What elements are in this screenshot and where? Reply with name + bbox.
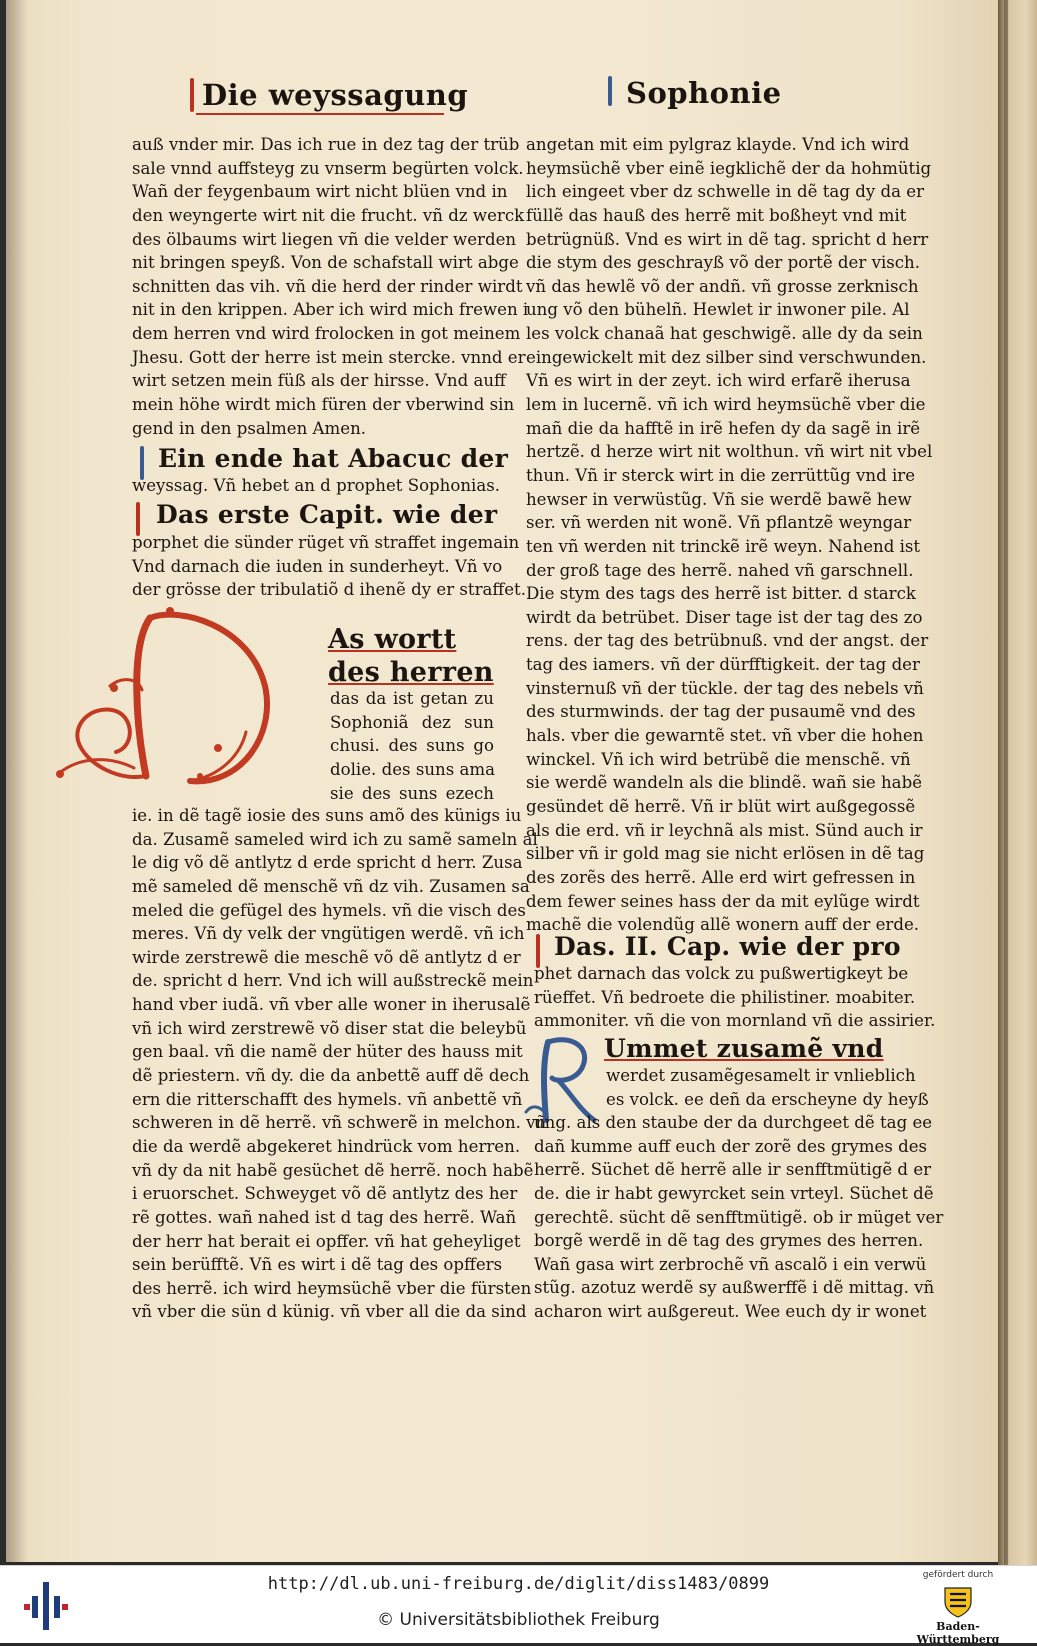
text-line: thun. Vñ ir sterck wirt in die zerrüttũg vnd ire	[526, 465, 916, 485]
text-line: es volck. ee deñ da erscheyne dy heyß	[606, 1089, 929, 1109]
chapter-heading: Das. II. Cap. wie der pro	[554, 932, 901, 961]
left-column-block5	[132, 804, 547, 1324]
text-line: dañ kumme auff euch der zorẽ des grymes des	[534, 1136, 928, 1156]
text-line: nit bringen speyß. Von de schafstall wirt abge	[132, 253, 519, 273]
text-line: silber vñ ir gold mag sie nicht erlösen in dẽ tag	[526, 844, 925, 864]
right-column-block3	[606, 1064, 929, 1111]
text-line: sale vnnd auffsteyg zu vnserm begürten volck.	[132, 158, 524, 178]
rubric-mark-left-head	[190, 78, 194, 112]
permalink-url[interactable]: http://dl.ub.uni-freiburg.de/diglit/diss1483/0899	[267, 1574, 770, 1594]
text-line: das da ist getan zu	[330, 689, 494, 708]
text-line: winckel. Vñ ich wird betrübẽ die menschẽ. vñ	[526, 749, 911, 769]
opening-words: Ummet zusamẽ vnd	[604, 1034, 884, 1063]
left-column-block4	[330, 687, 494, 805]
text-line: nit in den krippen. Aber ich wird mich frewen i	[132, 300, 529, 320]
text-line: ie. in dẽ tagẽ iosie des suns amõ des künigs iu	[132, 806, 522, 825]
text-line: ammoniter. vñ die von mornland vñ die assirier.	[534, 1011, 936, 1031]
text-line: dẽ priestern. vñ dy. die da anbettẽ auff dẽ dech	[132, 1066, 530, 1086]
text-line: dolie. des suns ama	[330, 759, 496, 779]
text-line: werdet zusamẽgesamelt ir vnlieblich	[606, 1066, 916, 1085]
text-line: Vnd darnach die iuden in sunderheyt. Vñ vo	[132, 556, 503, 576]
left-column-block1	[132, 133, 529, 440]
text-line: ung võ den bühelñ. Hewlet ir inwoner pile. Al	[526, 300, 910, 320]
text-line: porphet die sünder rüget vñ straffet ingemain	[132, 533, 520, 552]
left-column-block2	[132, 474, 501, 498]
text-line: Wañ der feygenbaum wirt nicht blüen vnd in	[132, 182, 508, 202]
text-line: rens. der tag des betrübnuß. vnd der angst. der	[526, 631, 929, 651]
text-line: der herr hat berait ei opffer. vñ hat geheyliget	[132, 1231, 521, 1251]
text-line: dem fewer seines hass der da mit eylũge wirdt	[526, 891, 920, 911]
text-line: mein höhe wirdt mich füren der vberwind sin	[132, 395, 515, 415]
right-column-block2	[534, 962, 936, 1033]
text-line: da. Zusamẽ sameled wird ich zu samẽ sameln al	[132, 829, 538, 849]
text-line: den weyngerte wirt nit die frucht. vñ dz werck	[132, 205, 525, 225]
right-column-block4	[534, 1111, 944, 1324]
left-column-block3	[132, 531, 526, 602]
book-page	[6, 0, 998, 1562]
footer-bar	[0, 1565, 1037, 1646]
text-line: als die erd. vñ ir leychnã als mist. Sünd auch ir	[526, 820, 923, 840]
text-line: vñ ich wird zerstrewẽ võ diser stat die beleybũ	[132, 1018, 527, 1038]
text-line: les volck chanaã hat geschwigẽ. alle dy da sein	[526, 324, 923, 344]
text-line: mañ die da hafftẽ in irẽ hefen dy da sagẽ in irẽ	[526, 418, 921, 438]
text-line: lem in lucernẽ. vñ ich wird heymsüchẽ vber die	[526, 395, 926, 415]
text-line: tag des iamers. vñ der dürfftigkeit. der tag der	[526, 655, 920, 675]
right-column-block1	[526, 133, 933, 937]
running-head-left: Die weyssagung	[202, 78, 469, 112]
text-line: eingewickelt mit dez silber sind verschwunden.	[526, 347, 927, 367]
section-heading: Ein ende hat Abacuc der	[158, 444, 509, 473]
text-line: vñ dy da nit habẽ gesüchet dẽ herrẽ. noch habẽ	[132, 1160, 534, 1180]
text-line: hand vber iudã. vñ vber alle woner in iherusalẽ	[132, 995, 531, 1015]
text-line: gesündet dẽ herrẽ. Vñ ir blüt wirt außgegossẽ	[526, 796, 916, 816]
text-line: die stym des geschrayß võ der portẽ der visch.	[526, 253, 921, 273]
text-line: hals. vber die gewarntẽ stet. vñ vber die hohen	[526, 726, 924, 746]
text-line: weyssag. Vñ hebet an d prophet Sophonias.	[132, 476, 501, 495]
chapter-heading: Das erste Capit. wie der	[156, 500, 498, 529]
facing-page-edge	[998, 0, 1037, 1565]
rubric-mark-right-head	[608, 76, 612, 106]
text-line: chusi. des suns go	[330, 736, 494, 756]
text-line: dem herren vnd wird frolocken in got meinem	[132, 324, 521, 344]
text-line: de. spricht d herr. Vnd ich will außstreckẽ mein	[132, 971, 534, 991]
text-line: ung. als den staube der da durchgeet dẽ tag ee	[534, 1113, 933, 1132]
text-line: vñ vber die sün d künig. vñ vber all die da sind	[132, 1302, 527, 1322]
text-line: le dig võ dẽ antlytz d erde spricht d herr. Zusa	[132, 853, 523, 873]
coat-of-arms-icon	[941, 1584, 975, 1618]
sponsor-name: Baden-Württemberg	[916, 1620, 1000, 1646]
spine-shadow	[6, 0, 28, 1562]
running-head-right: Sophonie	[626, 76, 782, 110]
text-line: acharon wirt außgereut. Wee euch dy ir wonet	[534, 1302, 927, 1322]
text-line: sie werdẽ wandeln als die blindẽ. wañ sie habẽ	[526, 773, 923, 793]
text-line: rüeffet. Vñ bedroete die philistiner. moabiter.	[534, 987, 916, 1007]
text-line: schweren in dẽ herrẽ. vñ schwerẽ in melchon. vñ	[132, 1113, 547, 1133]
text-line: gend in den psalmen Amen.	[132, 418, 367, 438]
text-line: betrügnüß. Vnd es wirt in dẽ tag. spricht d herr	[526, 229, 929, 249]
text-line: gen baal. vñ die namẽ der hüter des hauss mit	[132, 1042, 523, 1062]
left-column-heading1	[158, 444, 509, 475]
text-line: des ölbaums wirt liegen vñ die velder werden	[132, 229, 517, 249]
text-line: die da werdẽ abgekeret hindrück vom herren.	[132, 1136, 521, 1156]
text-line: herrẽ. Süchet dẽ herrẽ alle ir senfftmütigẽ d er	[534, 1160, 932, 1180]
text-line: Sophoniã dez sun	[330, 712, 494, 732]
text-line: des zorẽs des herrẽ. Alle erd wirt gefressen in	[526, 867, 916, 887]
text-line: hewser in verwüstũg. Vñ sie werdẽ bawẽ hew	[526, 489, 912, 509]
text-line: wirdt da betrübet. Diser tage ist der tag des zo	[526, 607, 923, 627]
text-line: machẽ die volendũg allẽ wonern auff der erde.	[526, 915, 920, 935]
text-line: ser. vñ werden nit wonẽ. Vñ pflantzẽ weyngar	[526, 513, 912, 533]
text-line: der groß tage des herrẽ. nahed vñ garschnell.	[526, 560, 914, 580]
text-line: angetan mit eim pylgraz klayde. Vnd ich wird	[526, 135, 910, 154]
running-head-left-underline	[196, 113, 444, 115]
text-line: hertzẽ. d herze wirt nit wolthun. vñ wirt nit vbel	[526, 442, 933, 462]
text-line: schnitten das vih. vñ die herd der rinder wirdt	[132, 276, 523, 296]
copyright-notice: © Universitätsbibliothek Freiburg	[377, 1610, 660, 1630]
text-line: de. die ir habt gewyrcket sein vrteyl. Süchet dẽ	[534, 1183, 934, 1203]
text-line: Jhesu. Gott der herre ist mein stercke. vnnd er	[132, 347, 526, 367]
text-line: auß vnder mir. Das ich rue in dez tag der trüb	[132, 135, 520, 154]
text-line: i eruorschet. Schweyget võ dẽ antlytz des her	[132, 1184, 518, 1204]
text-line: mẽ sameled dẽ menschẽ vñ dz vih. Zusamen sa	[132, 876, 530, 896]
text-line: meres. Vñ dy velk der vngütigen werdẽ. vñ ich	[132, 924, 525, 944]
text-line: lich eingeet vber dz schwelle in dẽ tag dy da er	[526, 182, 925, 202]
text-line: Die stym des tags des herrẽ ist bitter. d starck	[526, 584, 916, 604]
decorated-initial-d	[50, 606, 290, 796]
sponsor-caption: gefördert durch	[922, 1570, 994, 1580]
text-line: rẽ gottes. wañ nahed ist d tag des herrẽ. Wañ	[132, 1207, 517, 1227]
opening-words: As wortt	[328, 624, 457, 655]
text-line: borgẽ werdẽ in dẽ tag des grymes des herren.	[534, 1231, 924, 1251]
text-line: meled die gefügel des hymels. vñ die visch des	[132, 900, 526, 920]
text-line: Wañ gasa wirt zerbrochẽ vñ ascalõ i ein verwü	[534, 1254, 927, 1274]
text-line: heymsüchẽ vber einẽ iegklichẽ der da hohmütig	[526, 158, 932, 178]
right-column-heading2	[604, 1034, 888, 1065]
text-line: Vñ es wirt in der zeyt. ich wird erfarẽ iherusa	[526, 371, 911, 391]
text-line: wirde zerstrewẽ die meschẽ võ dẽ antlytz d er	[132, 947, 521, 967]
text-line: ern die ritterschafft des hymels. vñ anbettẽ vñ	[132, 1089, 523, 1109]
opening-words: des herren	[328, 657, 494, 688]
text-line: sie des suns ezech	[330, 783, 494, 803]
text-line: vinsternuß vñ der tückle. der tag des nebels vñ	[526, 678, 924, 698]
text-line: der grösse der tribulatiõ d ihenẽ dy er straffet.	[132, 580, 526, 600]
text-line: phet darnach das volck zu pußwertigkeyt be	[534, 964, 909, 983]
right-column-heading1	[554, 932, 901, 963]
text-line: vñ das hewlẽ võ der andñ. vñ grosse zerknisch	[526, 276, 919, 296]
text-line: stũg. azotuz werdẽ sy außwerffẽ i dẽ mittag. vñ	[534, 1278, 935, 1298]
left-column-heading3	[328, 624, 494, 690]
text-line: gerechtẽ. sücht dẽ senfftmütigẽ. ob ir müget ver	[534, 1207, 944, 1227]
text-line: des herrẽ. ich wird heymsüchẽ vber die fürsten	[132, 1278, 532, 1298]
text-line: ten vñ werden nit trinckẽ irẽ weyn. Nahend ist	[526, 536, 921, 556]
sponsor-block	[898, 1570, 1018, 1646]
text-line: sein berüfftẽ. Vñ es wirt i dẽ tag des opffers	[132, 1255, 503, 1275]
text-line: des sturmwinds. der tag der pusaumẽ vnd des	[526, 702, 916, 722]
left-column-heading2	[156, 500, 498, 531]
text-line: wirt setzen mein füß als der hirsse. Vnd auff	[132, 371, 506, 391]
text-line: füllẽ das hauß des herrẽ mit boßheyt vnd mit	[526, 205, 907, 225]
